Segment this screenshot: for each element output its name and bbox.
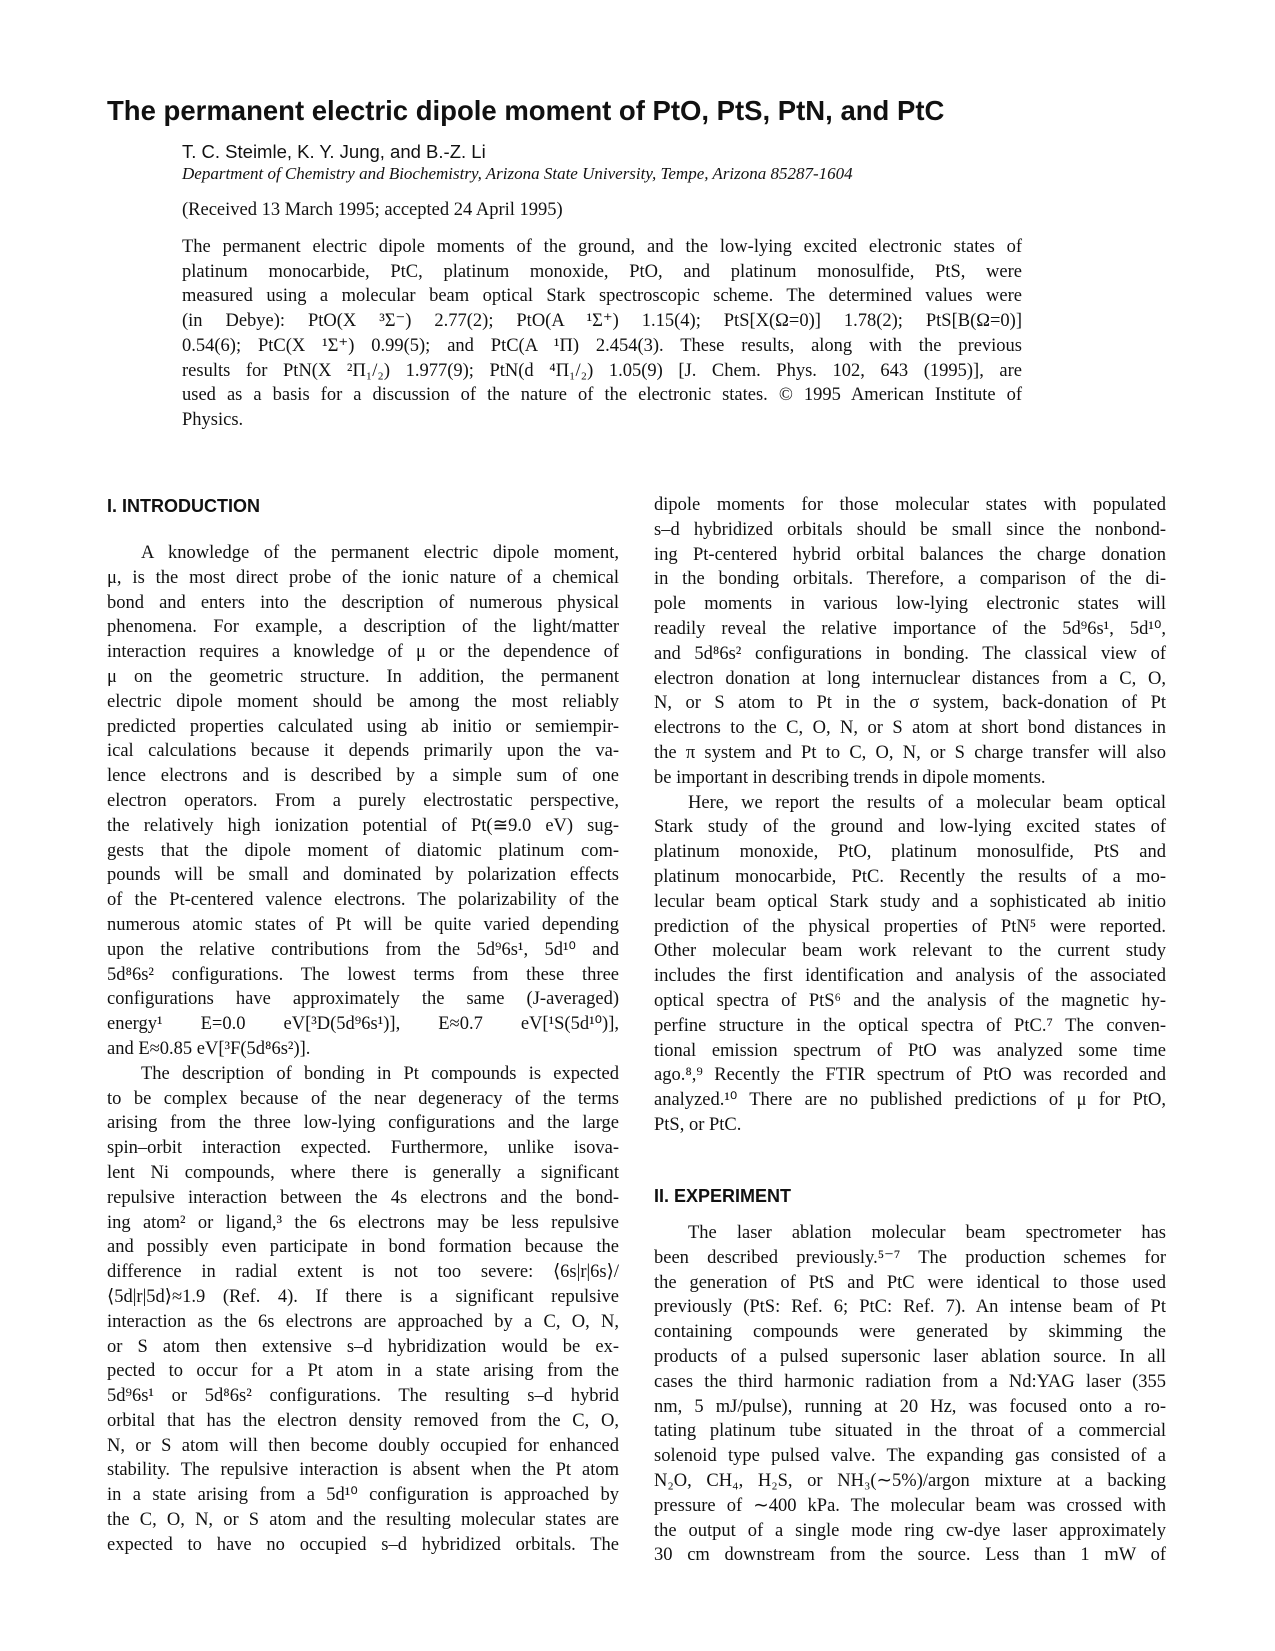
text-line: s–d hybridized orbitals should be small since the nonbond- [654,519,1166,540]
text-line: pole moments in various low-lying electronic states will [654,594,1166,615]
experiment-text [654,1221,1166,1568]
text-line: of the Pt-centered valence electrons. The polarizability of the [107,890,619,911]
abstract-line: 0.54(6); PtC(X ¹Σ⁺) 0.99(5); and PtC(A ¹Π) 2.454(3). These results, along with the previous [182,335,1022,356]
text-line: orbital that has the electron density removed from the C, O, [107,1410,619,1431]
text-line: difference in radial extent is not too severe: ⟨6s|r|6s⟩/ [107,1262,619,1283]
abstract-line: used as a basis for a discussion of the nature of the electronic states. © 1995 American Institute of [182,385,1022,406]
text-line: ago.⁸,⁹ Recently the FTIR spectrum of PtO was recorded and [654,1065,1166,1086]
text-line: analyzed.¹⁰ There are no published predictions of μ for PtO, [654,1090,1166,1111]
text-line: ing atom² or ligand,³ the 6s electrons may be less repulsive [107,1212,619,1233]
text-line: Here, we report the results of a molecular beam optical [688,792,1166,813]
text-line: readily reveal the relative importance of the 5d⁹6s¹, 5d¹⁰, [654,618,1166,639]
text-line: platinum monocarbide, PtC. Recently the results of a mo- [654,866,1166,887]
section-heading-experiment: II. EXPERIMENT [654,1186,792,1206]
text-line: pected to occur for a Pt atom in a state arising from the [107,1361,619,1382]
text-line: expected to have no occupied s–d hybridized orbitals. The [107,1534,619,1555]
text-line: repulsive interaction between the 4s electrons and the bond- [107,1187,619,1208]
text-line: been described previously.⁵⁻⁷ The production schemes for [654,1247,1166,1268]
text-line: and E≈0.85 eV[³F(5d⁸6s²)]. [107,1038,311,1059]
text-line: 5d⁹6s¹ or 5d⁸6s² configurations. The resulting s–d hybrid [107,1386,619,1407]
abstract-line: Physics. [182,409,244,430]
text-line: ⟨5d|r|5d⟩≈1.9 (Ref. 4). If there is a significant repulsive [107,1286,619,1307]
abstract [182,235,1022,433]
right-column-text [654,493,1166,1138]
text-line: lecular beam optical Stark study and a sophisticated ab initio [654,891,1166,912]
text-line: stability. The repulsive interaction is absent when the Pt atom [107,1460,619,1481]
text-line: the generation of PtS and PtC were identical to those used [654,1272,1166,1293]
text-line: be important in describing trends in dipole moments. [654,767,1046,788]
text-line: to be complex because of the near degeneracy of the terms [107,1088,619,1109]
text-line: lent Ni compounds, where there is generally a significant [107,1162,619,1183]
text-line: interaction requires a knowledge of μ or the dependence of [107,642,619,663]
text-line: pressure of ∼400 kPa. The molecular beam was crossed with [654,1495,1166,1516]
text-line: N, or S atom to Pt in the σ system, back-donation of Pt [654,693,1166,714]
text-line: the relatively high ionization potential of Pt(≅9.0 eV) sug- [107,815,619,836]
text-line: ical calculations because it depends primarily upon the va- [107,741,619,762]
text-line: A knowledge of the permanent electric dipole moment, [141,543,619,563]
text-line: electron operators. From a purely electrostatic perspective, [107,790,619,811]
text-line: and possibly even participate in bond formation because the [107,1237,619,1258]
text-line: perfine structure in the optical spectra of PtC.⁷ The conven- [654,1015,1166,1036]
text-line: N₂O, CH₄, H₂S, or NH₃(∼5%)/argon mixture at a backing [654,1470,1166,1491]
text-line: interaction as the 6s electrons are approached by a C, O, N, [107,1311,619,1332]
text-line: phenomena. For example, a description of the light/matter [107,617,619,638]
text-line: containing compounds were generated by skimming the [654,1322,1166,1343]
text-line: the π system and Pt to C, O, N, or S charge transfer will also [654,742,1166,763]
text-line: upon the relative contributions from the 5d⁹6s¹, 5d¹⁰ and [107,939,619,960]
text-line: previously (PtS: Ref. 6; PtC: Ref. 7). An intense beam of Pt [654,1297,1166,1318]
author-list: T. C. Steimle, K. Y. Jung, and B.-Z. Li [182,141,486,162]
text-line: Stark study of the ground and low-lying excited states of [654,817,1166,838]
affiliation: Department of Chemistry and Biochemistry, Arizona State University, Tempe, Arizona 85287-1604 [182,164,853,183]
introduction-text [107,541,619,1558]
text-line: N, or S atom will then become doubly occupied for enhanced [107,1435,619,1456]
text-line: electric dipole moment should be among the most reliably [107,691,619,712]
text-line: platinum monoxide, PtO, platinum monosulfide, PtS and [654,842,1166,863]
text-line: spin–orbit interaction expected. Furthermore, unlike isova- [107,1138,619,1159]
text-line: cases the third harmonic radiation from a Nd:YAG laser (355 [654,1371,1166,1392]
text-line: in the bonding orbitals. Therefore, a comparison of the di- [654,569,1166,590]
received-dates: (Received 13 March 1995; accepted 24 April 1995) [182,200,563,220]
text-line: and 5d⁸6s² configurations in bonding. The classical view of [654,643,1166,664]
text-line: tating platinum tube situated in the throat of a commercial [654,1421,1166,1442]
text-line: or S atom then extensive s–d hybridization would be ex- [107,1336,619,1357]
text-line: includes the first identification and analysis of the associated [654,966,1166,987]
text-line: solenoid type pulsed valve. The expanding gas consisted of a [654,1446,1166,1467]
text-line: μ, is the most direct probe of the ionic nature of a chemical [107,567,619,588]
text-line: the output of a single mode ring cw-dye laser approximately [654,1520,1166,1541]
abstract-line: The permanent electric dipole moments of the ground, and the low-lying excited electronic states of [182,237,1022,257]
text-line: dipole moments for those molecular states with populated [654,495,1166,515]
text-line: products of a pulsed supersonic laser ablation source. In all [654,1346,1166,1367]
article-title: The permanent electric dipole moment of PtO, PtS, PtN, and PtC [107,95,945,126]
text-line: prediction of the physical properties of PtN⁵ were reported. [654,916,1166,937]
text-line: μ on the geometric structure. In addition, the permanent [107,666,619,687]
text-line: arising from the three low-lying configurations and the large [107,1113,619,1134]
abstract-line: results for PtN(X ²Π₁/₂) 1.977(9); PtN(d ⁴Π₁/₂) 1.05(9) [J. Chem. Phys. 102, 643 (1995)], are [182,360,1022,381]
text-line: The description of bonding in Pt compounds is expected [141,1063,619,1084]
text-line: 30 cm downstream from the source. Less than 1 mW of [654,1545,1166,1566]
text-line: numerous atomic states of Pt will be quite varied depending [107,914,619,935]
text-line: 5d⁸6s² configurations. The lowest terms from these three [107,964,619,985]
text-line: electron donation at long internuclear distances from a C, O, [654,668,1166,689]
text-line: nm, 5 mJ/pulse), running at 20 Hz, was focused onto a ro- [654,1396,1166,1417]
text-line: configurations have approximately the same (J-averaged) [107,989,619,1010]
text-line: predicted properties calculated using ab initio or semiempir- [107,716,619,737]
text-line: energy¹ E=0.0 eV[³D(5d⁹6s¹)], E≈0.7 eV[¹S(5d¹⁰)], [107,1014,619,1035]
text-line: ing Pt-centered hybrid orbital balances the charge donation [654,544,1166,565]
text-line: lence electrons and is described by a simple sum of one [107,766,619,787]
text-line: Other molecular beam work relevant to the current study [654,941,1166,962]
text-line: optical spectra of PtS⁶ and the analysis of the magnetic hy- [654,990,1166,1011]
text-line: The laser ablation molecular beam spectrometer has [688,1223,1166,1243]
abstract-line: platinum monocarbide, PtC, platinum monoxide, PtO, and platinum monosulfide, PtS, were [182,261,1022,282]
text-line: pounds will be small and dominated by polarization effects [107,865,619,886]
text-line: PtS, or PtC. [654,1114,742,1135]
text-line: electrons to the C, O, N, or S atom at short bond distances in [654,718,1166,739]
text-line: tional emission spectrum of PtO was analyzed some time [654,1040,1166,1061]
text-line: bond and enters into the description of numerous physical [107,592,619,613]
text-line: gests that the dipole moment of diatomic platinum com- [107,840,619,861]
text-line: the C, O, N, or S atom and the resulting molecular states are [107,1510,619,1531]
abstract-line: measured using a molecular beam optical Stark spectroscopic scheme. The determined values were [182,286,1022,307]
abstract-line: (in Debye): PtO(X ³Σ⁻) 2.77(2); PtO(A ¹Σ⁺) 1.15(4); PtS[X(Ω=0)] 1.78(2); PtS[B(Ω=0)] [182,311,1022,332]
section-heading-introduction: I. INTRODUCTION [107,496,260,516]
text-line: in a state arising from a 5d¹⁰ configuration is approached by [107,1485,619,1506]
